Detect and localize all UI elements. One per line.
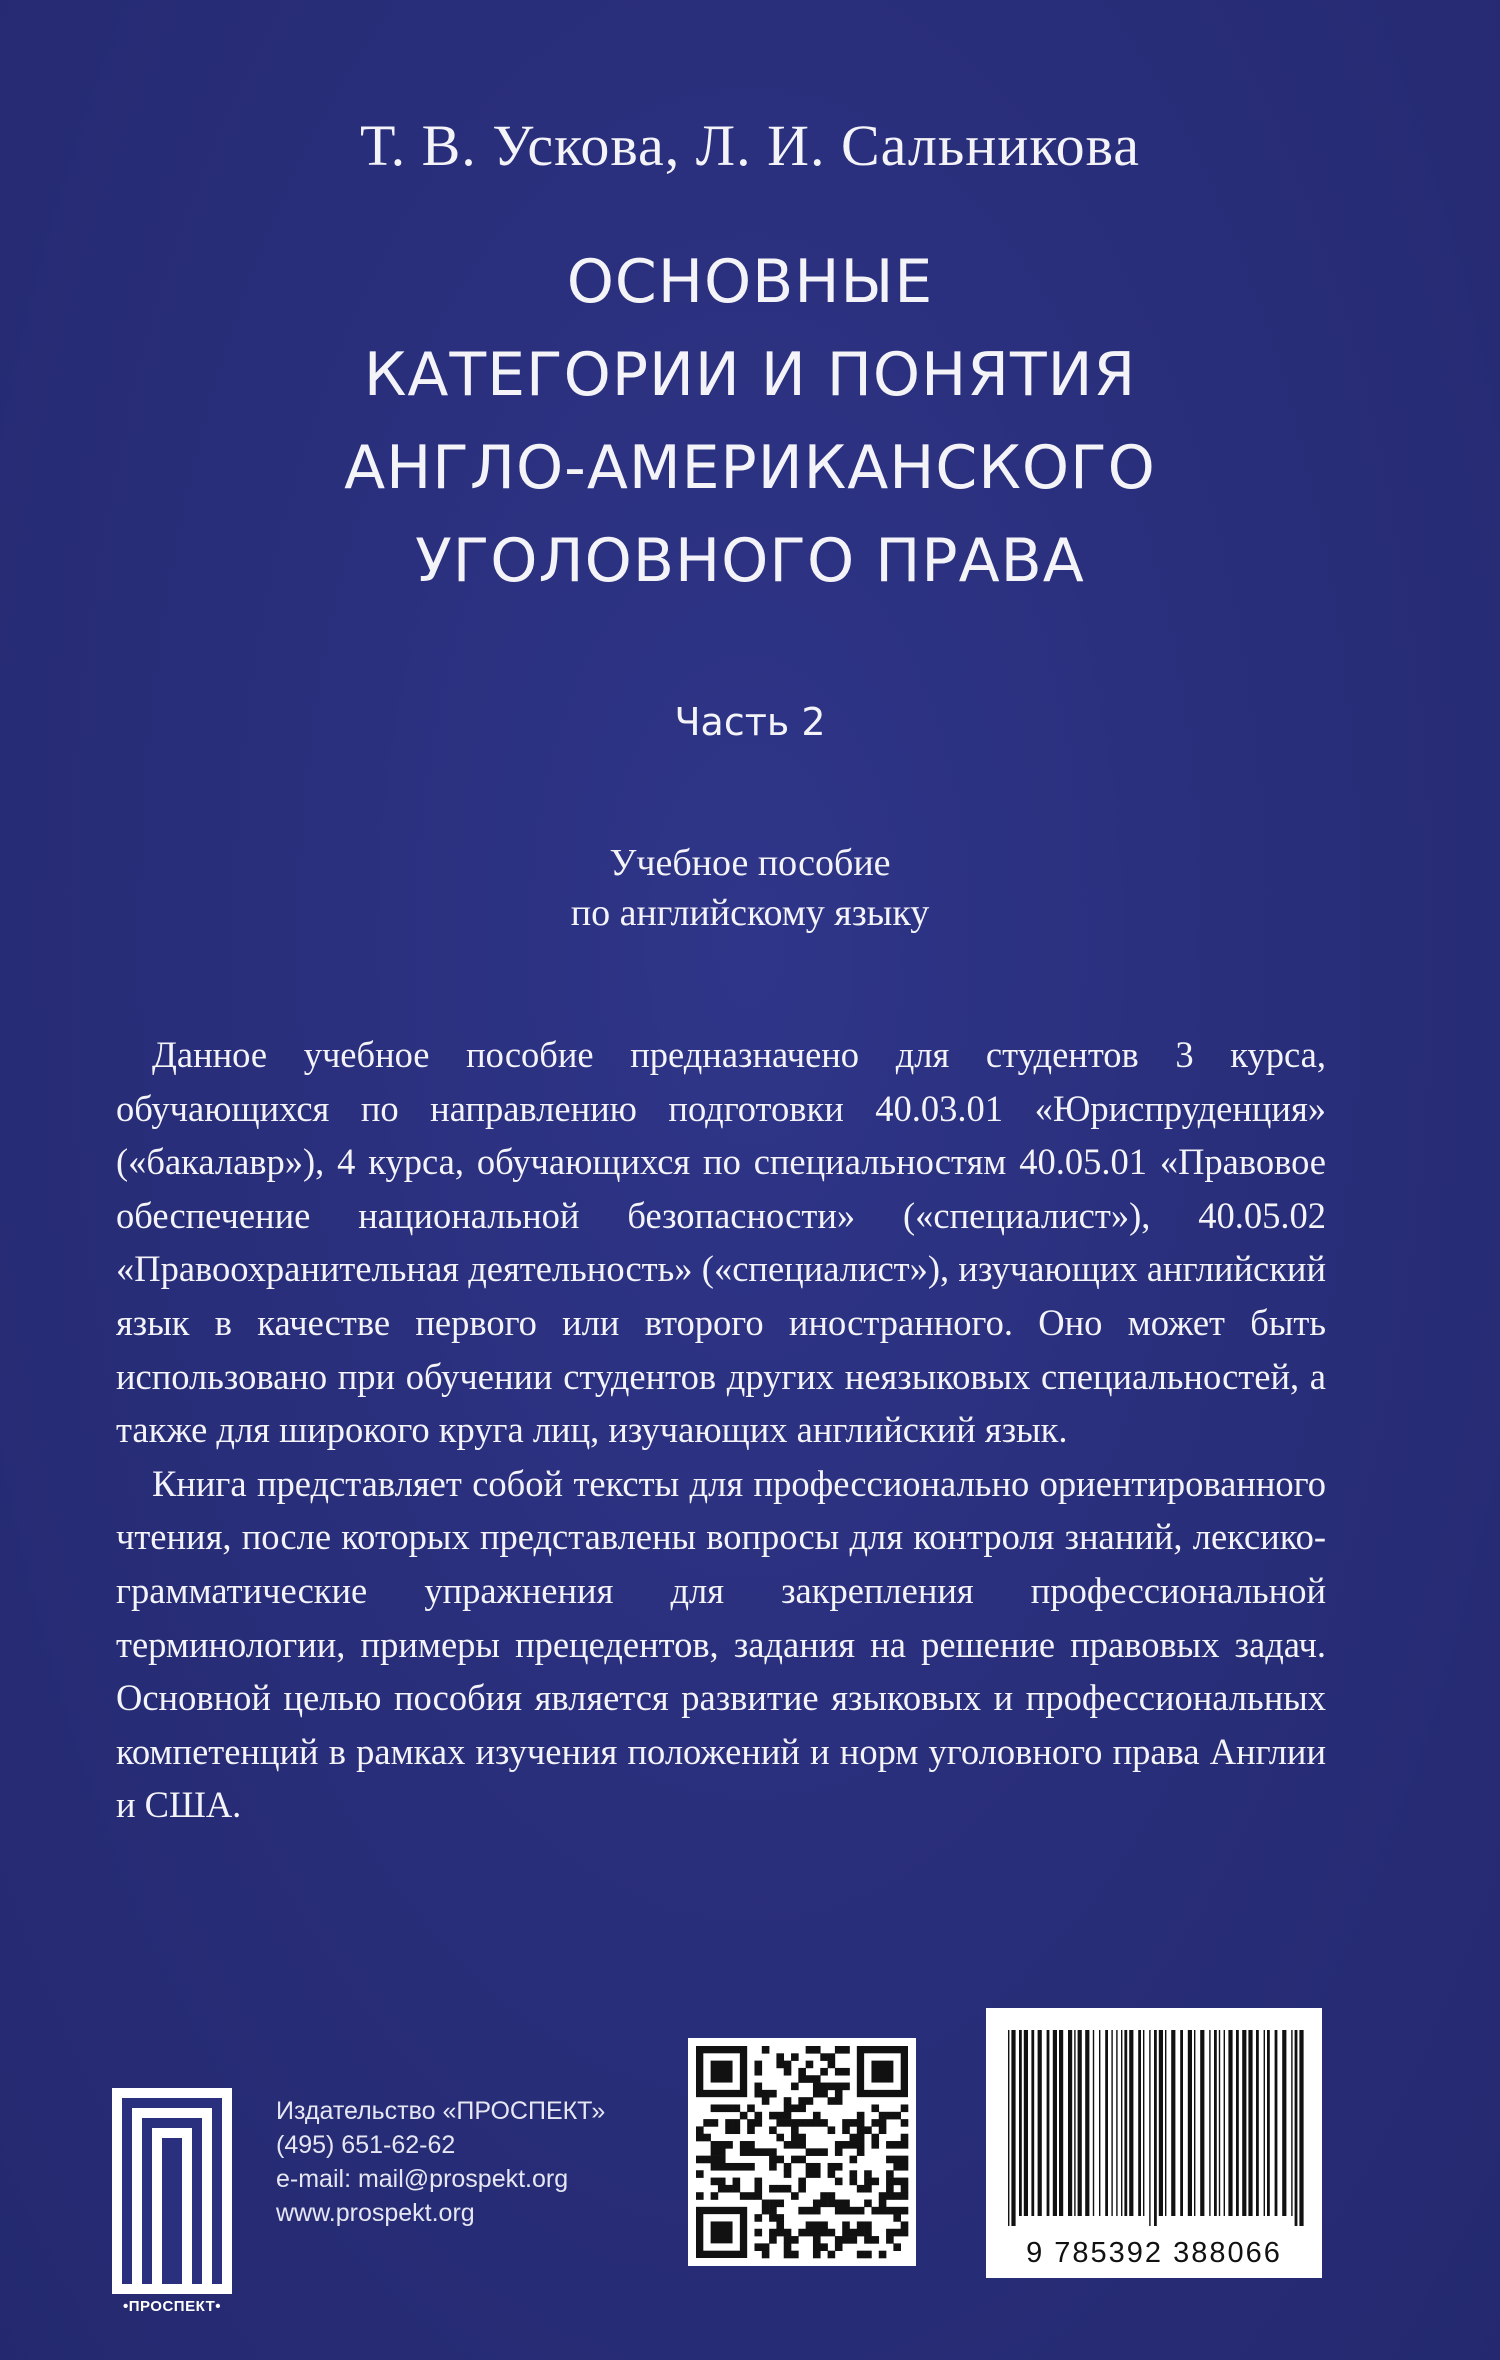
barcode-icon xyxy=(986,2008,1322,2244)
title-line: УГОЛОВНОГО ПРАВА xyxy=(415,526,1085,596)
title-line: АНГЛО-АМЕРИКАНСКОГО xyxy=(344,433,1156,503)
description-paragraph: Книга представляет собой тексты для профессионально ориентированного чтения, после которых представлены вопросы для контроля знаний, лексико-грамматические упражнения для закрепления профессиональной терминологии, примеры прецедентов, задания на решение правовых задач. Основной целью пособия является развитие языковых и профессиональных компетенций в рамках изучения положений и норм уголовного права Англии и США. xyxy=(116,1462,1326,1826)
genre-line: по английскому языку xyxy=(570,892,930,934)
part-number: Часть 2 xyxy=(674,700,826,744)
genre-line: Учебное пособие xyxy=(609,842,891,884)
description-paragraph: Данное учебное пособие предназначено для студентов 3 курса, обучающихся по направлению подготовки 40.03.01 «Юриспруденция» («бакалавр»), 4 курса, обучающихся по специальностям 40.05.01 «Правовое обеспечение национальной безопасности» («специалист»), 40.05.02 «Правоохранительная деятельность» («специалист»), изучающих английский язык в качестве первого или второго иностранного. Оно может быть использовано при обучении студентов других неязыковых специальностей, а также для широкого круга лиц, изучающих английский язык. xyxy=(116,1034,1326,1451)
title-line: ОСНОВНЫЕ xyxy=(566,247,934,317)
publisher-block xyxy=(112,2088,606,2315)
prospekt-logo-icon xyxy=(112,2088,232,2294)
genre xyxy=(0,838,1500,938)
publisher-phone: (495) 651-62-62 xyxy=(276,2131,456,2159)
publisher-email: e-mail: mail@prospekt.org xyxy=(276,2165,569,2193)
publisher-logo xyxy=(112,2088,232,2315)
qr-code-icon xyxy=(688,2038,916,2266)
publisher-name: Издательство «ПРОСПЕКТ» xyxy=(276,2097,606,2125)
book-title xyxy=(0,236,1500,608)
logo-text: •ПРОСПЕКТ• xyxy=(122,2298,222,2315)
publisher-website: www.prospekt.org xyxy=(276,2199,475,2227)
barcode-number: 9 785392 388066 xyxy=(1026,2237,1282,2269)
isbn-barcode xyxy=(986,2008,1322,2278)
title-line: КАТЕГОРИИ И ПОНЯТИЯ xyxy=(363,340,1137,410)
publisher-contacts xyxy=(276,2094,605,2230)
description xyxy=(116,1028,1326,1832)
qr-code xyxy=(688,2038,916,2266)
authors: Т. В. Ускова, Л. И. Сальникова xyxy=(360,113,1140,178)
